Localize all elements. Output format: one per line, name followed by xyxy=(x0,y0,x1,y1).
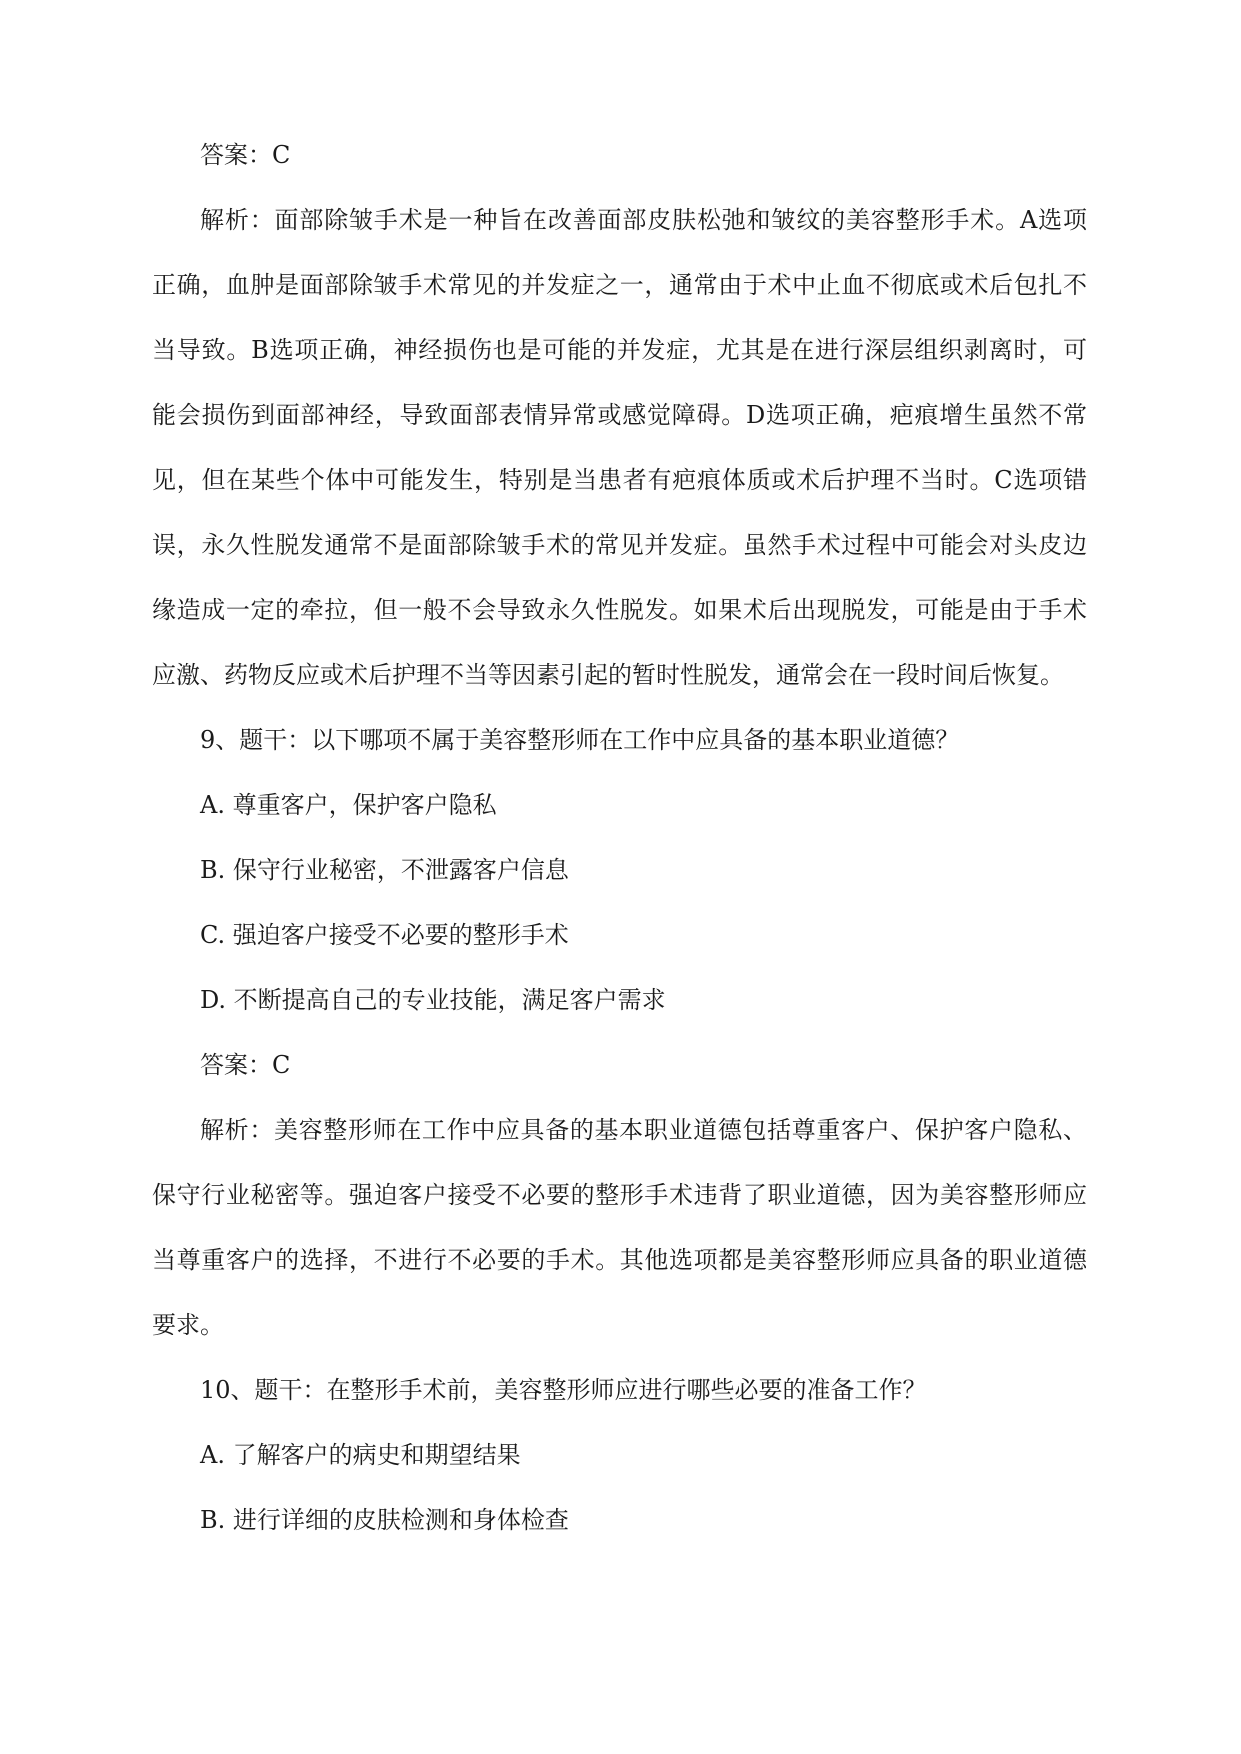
q8-explanation-line: 正确，血肿是面部除皱手术常见的并发症之一，通常由于术中止血不彻底或术后包扎不 xyxy=(152,271,1087,299)
q8-explanation-line: 应激、药物反应或术后护理不当等因素引起的暂时性脱发，通常会在一段时间后恢复。 xyxy=(152,661,1064,689)
q10-option-a: A. 了解客户的病史和期望结果 xyxy=(200,1441,521,1469)
q10-stem: 10、题干：在整形手术前，美容整形师应进行哪些必要的准备工作？ xyxy=(200,1376,927,1404)
q8-explanation-line: 缘造成一定的牵拉，但一般不会导致永久性脱发。如果术后出现脱发，可能是由于手术 xyxy=(152,596,1087,624)
q8-explanation-line: 能会损伤到面部神经，导致面部表情异常或感觉障碍。D选项正确，疤痕增生虽然不常 xyxy=(152,401,1087,429)
q9-option-d: D. 不断提高自己的专业技能，满足客户需求 xyxy=(200,986,666,1014)
q9-stem: 9、题干：以下哪项不属于美容整形师在工作中应具备的基本职业道德？ xyxy=(200,726,960,754)
q8-explanation-line: 解析：面部除皱手术是一种旨在改善面部皮肤松弛和皱纹的美容整形手术。A选项 xyxy=(200,206,1087,234)
q8-explanation-line: 当导致。B选项正确，神经损伤也是可能的并发症，尤其是在进行深层组织剥离时，可 xyxy=(152,336,1087,364)
q9-explanation-line: 保守行业秘密等。强迫客户接受不必要的整形手术违背了职业道德，因为美容整形师应 xyxy=(152,1181,1087,1209)
q9-option-c: C. 强迫客户接受不必要的整形手术 xyxy=(200,921,569,949)
q8-explanation-line: 误，永久性脱发通常不是面部除皱手术的常见并发症。虽然手术过程中可能会对头皮边 xyxy=(152,531,1087,559)
q9-answer: 答案：C xyxy=(200,1051,291,1079)
q10-option-b: B. 进行详细的皮肤检测和身体检查 xyxy=(200,1506,569,1534)
q8-answer: 答案：C xyxy=(200,141,291,169)
q8-explanation-line: 见，但在某些个体中可能发生，特别是当患者有疤痕体质或术后护理不当时。C选项错 xyxy=(152,466,1087,494)
q9-explanation-line: 要求。 xyxy=(152,1311,224,1339)
q9-option-a: A. 尊重客户，保护客户隐私 xyxy=(200,791,497,819)
document-body xyxy=(152,139,1087,1569)
q9-option-b: B. 保守行业秘密，不泄露客户信息 xyxy=(200,856,569,884)
q9-explanation-line: 解析：美容整形师在工作中应具备的基本职业道德包括尊重客户、保护客户隐私、 xyxy=(200,1116,1087,1144)
q9-explanation-line: 当尊重客户的选择，不进行不必要的手术。其他选项都是美容整形师应具备的职业道德 xyxy=(152,1246,1087,1274)
